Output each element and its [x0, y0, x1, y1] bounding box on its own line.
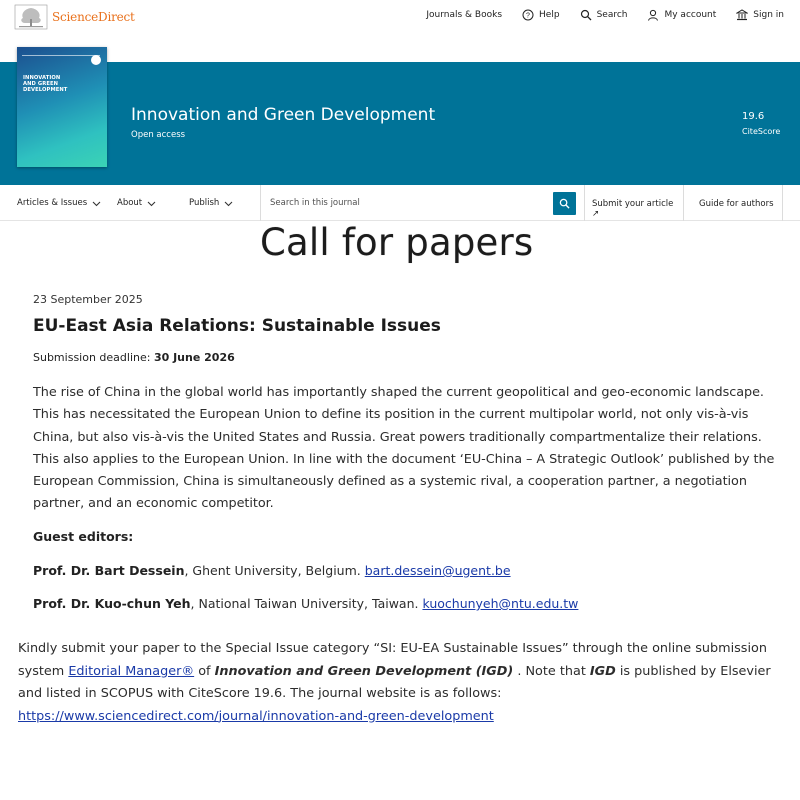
submit-article-label: Submit your article ↗ [592, 199, 674, 219]
search-button[interactable] [553, 192, 576, 215]
editorial-manager-link[interactable]: Editorial Manager® [68, 663, 195, 679]
cover-title [23, 75, 67, 93]
top-bar [0, 0, 800, 62]
sign-in-link[interactable] [736, 9, 784, 21]
call-title: EU-East Asia Relations: Sustainable Issues [33, 316, 441, 336]
deadline-label: Submission deadline: [33, 351, 154, 364]
submit-text-part: Kindly submit your paper to the Special Issue category “SI: EU-EA Sustainable Issues” through the online submission system [18, 641, 767, 679]
search-placeholder: Search in this journal [270, 198, 360, 208]
elsevier-tree-icon [14, 4, 48, 30]
editor-name: Prof. Dr. Bart Dessein [33, 563, 185, 578]
about-menu[interactable] [117, 198, 156, 208]
search-link[interactable] [580, 9, 628, 21]
guest-editors-heading: Guest editors: [33, 529, 134, 544]
search-icon [580, 9, 592, 21]
help-link[interactable] [522, 9, 560, 21]
chevron-down-icon [224, 199, 233, 208]
brand-name: ScienceDirect [52, 10, 135, 24]
top-navigation [406, 9, 784, 21]
articles-issues-label: Articles & Issues [17, 198, 88, 208]
sign-in-label: Sign in [753, 10, 784, 20]
about-label: About [117, 198, 143, 208]
articles-issues-menu[interactable] [17, 198, 101, 208]
call-for-papers-heading: Call for papers [260, 221, 534, 264]
submit-text-part: is published by Elsevier and listed in SCOPUS with CiteScore 19.6. The journal website is as follows: [18, 663, 771, 701]
journal-title[interactable]: Innovation and Green Development [131, 105, 436, 125]
journal-search-input[interactable] [260, 185, 582, 221]
editor-name: Prof. Dr. Kuo-chun Yeh [33, 596, 191, 611]
journals-books-link[interactable] [426, 10, 502, 20]
submit-article-link[interactable] [584, 185, 682, 221]
cover-title-line: DEVELOPMENT [23, 87, 68, 93]
publish-menu[interactable] [189, 198, 233, 208]
editor-affiliation: , Ghent University, Belgium. [184, 563, 365, 578]
guest-editor [33, 596, 578, 611]
person-icon [647, 9, 659, 21]
journal-name-emphasis: Innovation and Green Development (IGD) [214, 663, 514, 679]
citescore-value[interactable]: 19.6 [742, 111, 765, 122]
search-icon [559, 198, 570, 209]
submit-text-part: . Note that [513, 663, 590, 679]
call-description: The rise of China in the global world has importantly shaped the current geopolitical and geo-economic landscape. This has necessitated the European Union to define its position in the current multipolar world, not only vis-à-vis China, but also vis-à-vis the United States and Russia. Great powers traditionally compartmentalize their relations. This also applies to the European Union. In line with the document ‘EU-China – A Strategic Outlook’ published by the European Commission, China is simultaneously defined as a systemic rival, a cooperation partner, a negotiation partner, and an economic competitor. [33, 385, 775, 512]
my-account-link[interactable] [647, 9, 716, 21]
chevron-down-icon [147, 199, 156, 208]
deadline-value: 30 June 2026 [153, 351, 235, 364]
editor-email-link[interactable]: bart.dessein@ugent.be [364, 563, 511, 578]
publish-label: Publish [189, 198, 220, 208]
journal-website-link[interactable]: https://www.sciencedirect.com/journal/innovation-and-green-development [18, 708, 494, 724]
submission-instructions [18, 638, 788, 728]
institution-icon [736, 9, 748, 21]
editor-email-link[interactable]: kuochunyeh@ntu.edu.tw [422, 596, 579, 611]
submit-text-part: of [194, 663, 215, 679]
guide-for-authors-link[interactable] [683, 185, 783, 221]
journal-cover-image[interactable] [17, 47, 107, 167]
help-icon [522, 9, 534, 21]
journal-subnav [0, 185, 800, 221]
sciencedirect-logo[interactable] [14, 4, 135, 30]
editor-affiliation: , National Taiwan University, Taiwan. [190, 596, 423, 611]
my-account-label: My account [664, 10, 717, 20]
open-access-label: Open access [131, 130, 186, 140]
chevron-down-icon [92, 199, 101, 208]
cover-title-line: INNOVATION [23, 75, 61, 81]
svg-text:?: ? [526, 12, 530, 20]
search-label: Search [596, 10, 628, 20]
cover-logo-icon [91, 55, 101, 65]
journals-books-label: Journals & Books [426, 10, 503, 20]
citescore-label[interactable]: CiteScore [742, 127, 781, 136]
submission-deadline [33, 351, 235, 364]
guest-editor [33, 563, 511, 578]
help-label: Help [539, 10, 560, 20]
cover-title-line: AND GREEN [23, 81, 59, 87]
cover-header-line [22, 51, 100, 56]
guide-for-authors-label: Guide for authors [699, 199, 774, 209]
publication-date: 23 September 2025 [33, 293, 143, 306]
journal-abbrev-emphasis: IGD [589, 663, 616, 679]
